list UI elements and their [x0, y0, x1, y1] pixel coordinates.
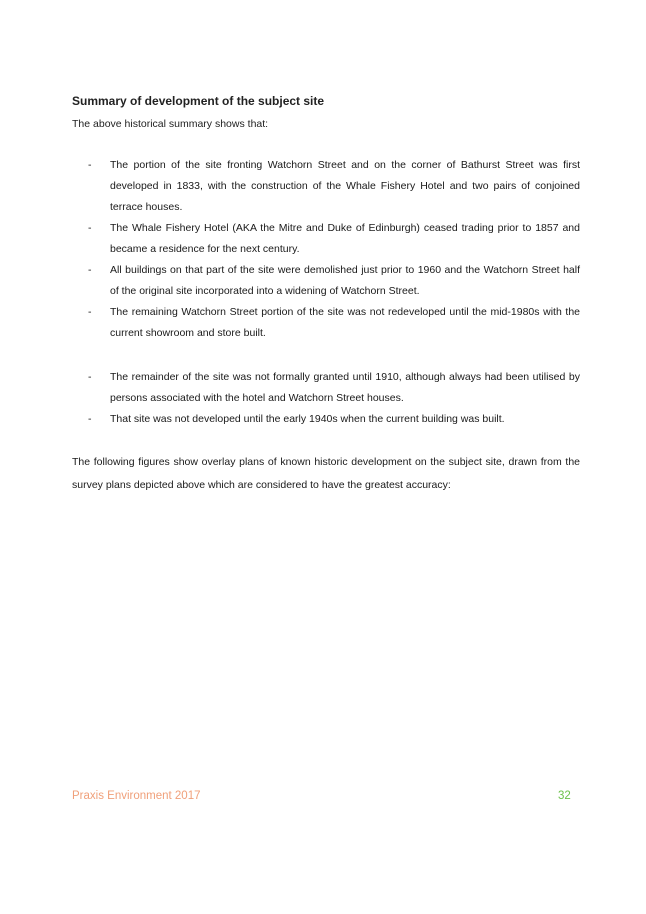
list-item	[72, 409, 580, 430]
bullet-marker: -	[88, 413, 92, 425]
list-item	[72, 302, 580, 344]
list-item	[72, 155, 580, 218]
list-item-text: The remaining Watchorn Street portion of the site was not redeveloped until the mid-1980s with the current showroom and store built.	[110, 306, 580, 339]
list-item-text: The portion of the site fronting Watchorn Street and on the corner of Bathurst Street was first developed in 1833, with the construction of the Whale Fishery Hotel and two pairs of conjoined terrace houses.	[110, 159, 580, 213]
footer-company: Praxis Environment 2017	[72, 790, 201, 802]
list-item	[72, 218, 580, 260]
intro-text: The above historical summary shows that:	[72, 118, 269, 130]
list-item-text: All buildings on that part of the site were demolished just prior to 1960 and the Watchorn Street half of the original site incorporated into a widening of Watchorn Street.	[110, 264, 580, 297]
bullet-marker: -	[88, 306, 92, 318]
list-item	[72, 260, 580, 302]
bullet-marker: -	[88, 222, 92, 234]
bullet-marker: -	[88, 371, 92, 383]
closing-paragraph: The following figures show overlay plans of known historic development on the subject site, drawn from the survey plans depicted above which are considered to have the greatest accuracy:	[72, 456, 580, 491]
list-item-text: The Whale Fishery Hotel (AKA the Mitre and Duke of Edinburgh) ceased trading prior to 1857 and became a residence for the next century.	[110, 222, 580, 255]
list-item-text: The remainder of the site was not formally granted until 1910, although always had been utilised by persons associated with the hotel and Watchorn Street houses.	[110, 371, 580, 404]
summary-list	[72, 155, 580, 430]
list-item	[72, 367, 580, 409]
bullet-marker: -	[88, 159, 92, 171]
footer-page-number: 32	[558, 790, 571, 802]
list-item-text: That site was not developed until the early 1940s when the current building was built.	[110, 413, 505, 425]
section-heading: Summary of development of the subject site	[72, 94, 325, 108]
bullet-marker: -	[88, 264, 92, 276]
